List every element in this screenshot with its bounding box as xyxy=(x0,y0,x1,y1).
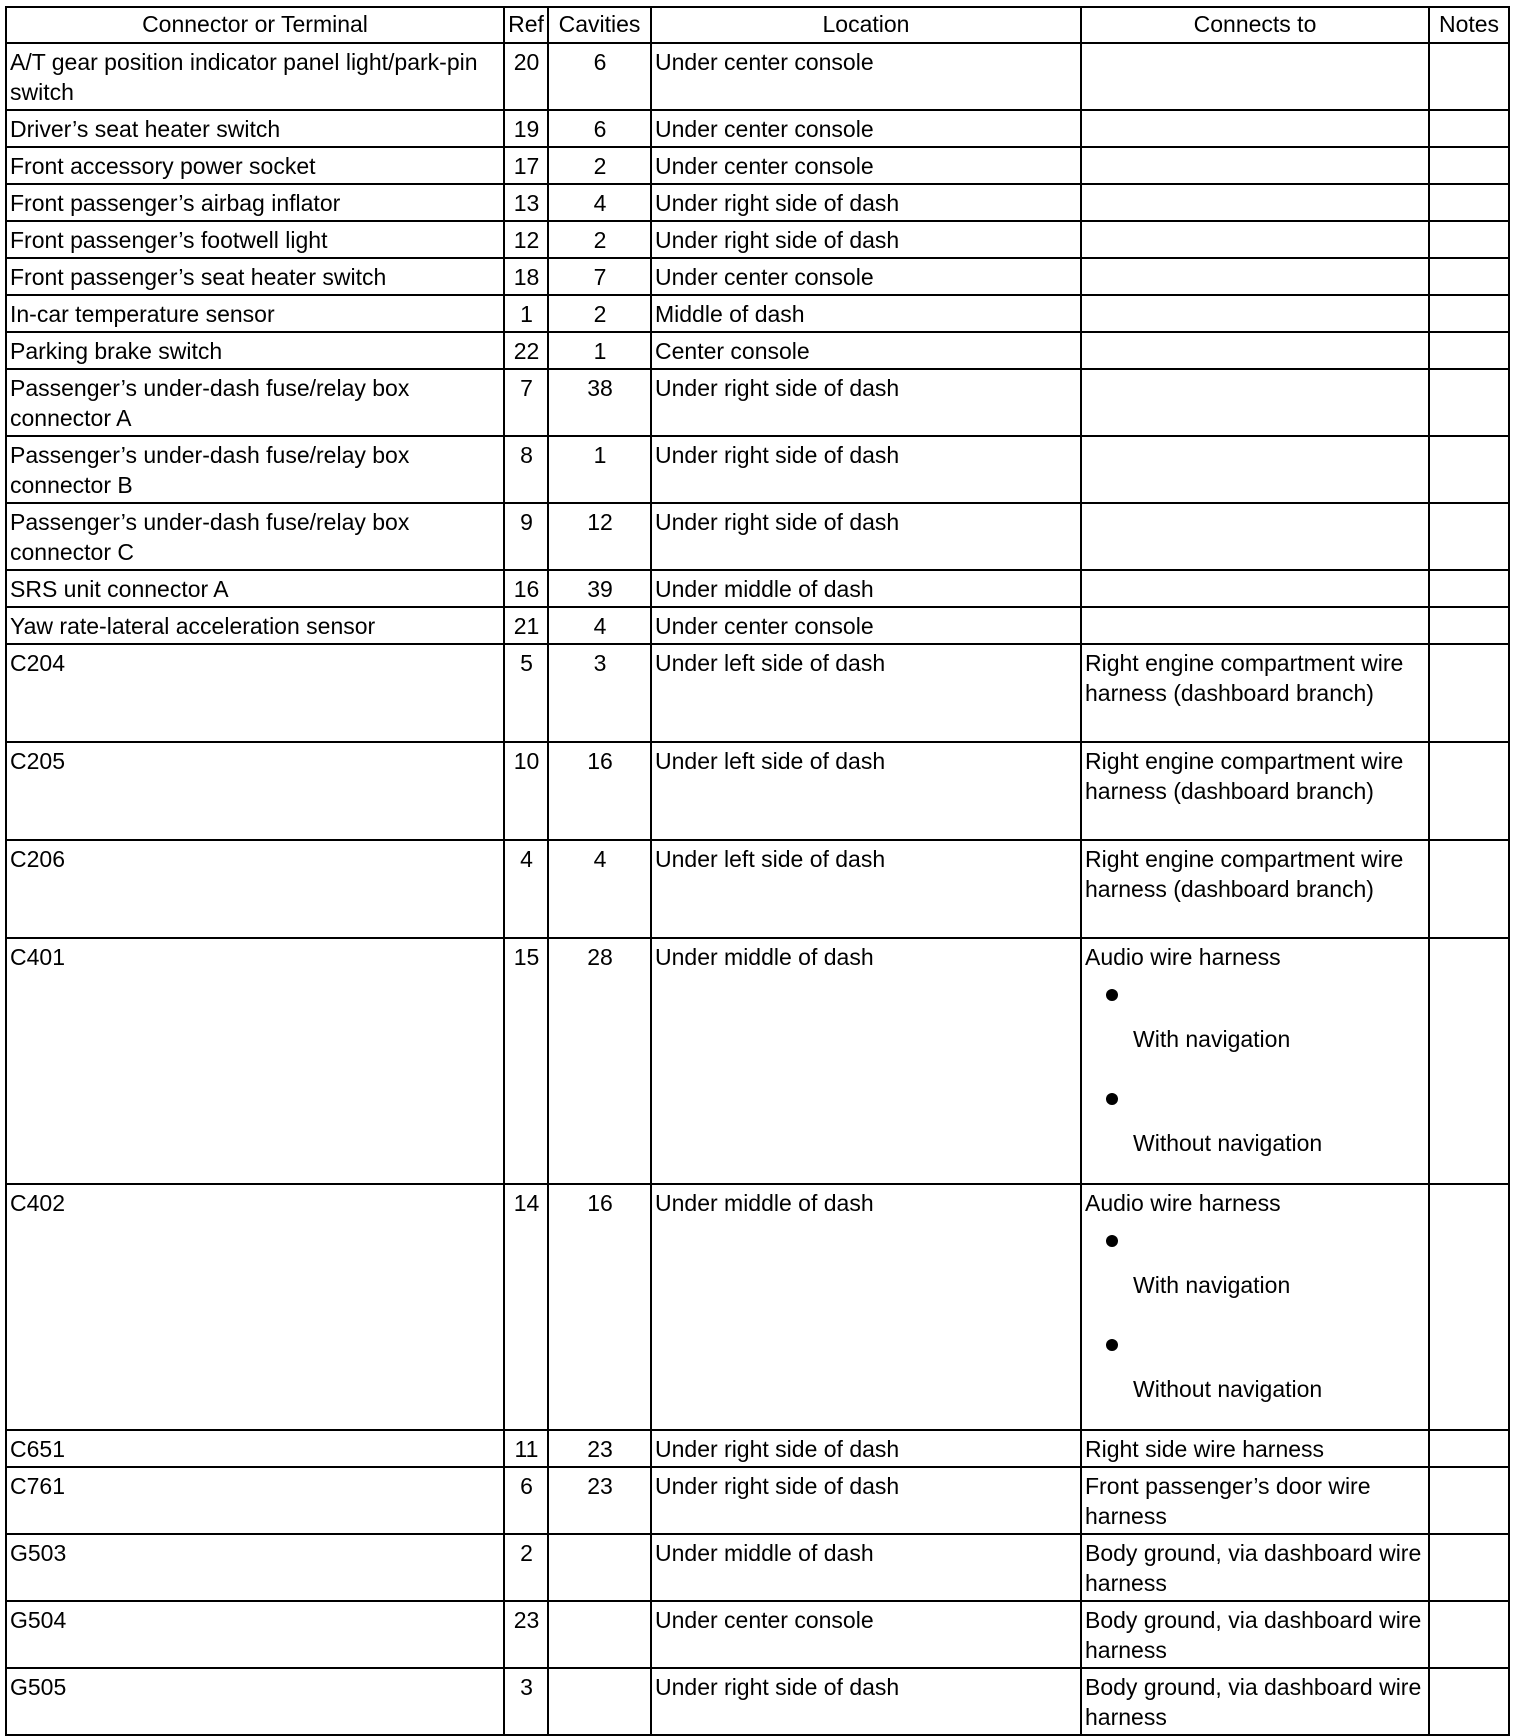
cell-notes xyxy=(1429,436,1509,503)
cell-ref: 7 xyxy=(504,369,548,436)
table-row xyxy=(6,258,1509,295)
cell-ref: 18 xyxy=(504,258,548,295)
cell-notes xyxy=(1429,258,1509,295)
cell-location: Under right side of dash xyxy=(651,1430,1081,1467)
cell-connector: Front passenger’s airbag inflator xyxy=(6,184,504,221)
table-row xyxy=(6,938,1509,1184)
cell-connector: Driver’s seat heater switch xyxy=(6,110,504,147)
cell-ref: 21 xyxy=(504,607,548,644)
cell-connector: Front accessory power socket xyxy=(6,147,504,184)
cell-connector: C401 xyxy=(6,938,504,1184)
cell-connects-to: Body ground, via dashboard wire harness xyxy=(1081,1601,1429,1668)
cell-ref: 9 xyxy=(504,503,548,570)
bullet-text: Without navigation xyxy=(1133,1376,1323,1402)
cell-connects-to: Front passenger’s door wire harness xyxy=(1081,1467,1429,1534)
cell-location: Under left side of dash xyxy=(651,840,1081,938)
cell-notes xyxy=(1429,644,1509,742)
table-row xyxy=(6,1430,1509,1467)
cell-connects-to xyxy=(1081,110,1429,147)
cell-cavities xyxy=(548,1534,651,1601)
header-ref: Ref xyxy=(504,7,548,43)
cell-connector: C204 xyxy=(6,644,504,742)
cell-cavities: 6 xyxy=(548,110,651,147)
cell-ref: 16 xyxy=(504,570,548,607)
connector-table-container xyxy=(5,6,1510,1736)
header-notes: Notes xyxy=(1429,7,1509,43)
table-row xyxy=(6,503,1509,570)
cell-connects-to: Body ground, via dashboard wire harness xyxy=(1081,1534,1429,1601)
cell-connects-to xyxy=(1081,570,1429,607)
cell-location: Under left side of dash xyxy=(651,644,1081,742)
cell-cavities: 16 xyxy=(548,1184,651,1430)
table-row xyxy=(6,644,1509,742)
cell-ref: 3 xyxy=(504,1668,548,1735)
cell-location: Under center console xyxy=(651,43,1081,110)
cell-cavities: 3 xyxy=(548,644,651,742)
table-row xyxy=(6,1184,1509,1430)
cell-ref: 2 xyxy=(504,1534,548,1601)
cell-connector: In-car temperature sensor xyxy=(6,295,504,332)
cell-notes xyxy=(1429,1668,1509,1735)
cell-notes xyxy=(1429,184,1509,221)
table-row xyxy=(6,43,1509,110)
cell-connects-to xyxy=(1081,1184,1429,1430)
cell-location: Under center console xyxy=(651,110,1081,147)
cell-connector: Yaw rate-lateral acceleration sensor xyxy=(6,607,504,644)
cell-cavities xyxy=(548,1601,651,1668)
cell-cavities: 2 xyxy=(548,147,651,184)
cell-connector: Front passenger’s footwell light xyxy=(6,221,504,258)
cell-connector: Passenger’s under-dash fuse/relay box connector A xyxy=(6,369,504,436)
cell-ref: 4 xyxy=(504,840,548,938)
connects-to-text: Audio wire harness xyxy=(1085,1190,1281,1216)
cell-connector: C761 xyxy=(6,1467,504,1534)
header-location: Location xyxy=(651,7,1081,43)
cell-connects-to: Right engine compartment wire harness (dashboard branch) xyxy=(1081,742,1429,840)
cell-ref: 1 xyxy=(504,295,548,332)
cell-cavities: 12 xyxy=(548,503,651,570)
cell-ref: 11 xyxy=(504,1430,548,1467)
cell-notes xyxy=(1429,570,1509,607)
table-row xyxy=(6,221,1509,258)
cell-ref: 8 xyxy=(504,436,548,503)
cell-connects-to xyxy=(1081,258,1429,295)
cell-connector: SRS unit connector A xyxy=(6,570,504,607)
cell-ref: 14 xyxy=(504,1184,548,1430)
table-row xyxy=(6,436,1509,503)
cell-ref: 22 xyxy=(504,332,548,369)
table-row xyxy=(6,295,1509,332)
cell-connects-to: Right engine compartment wire harness (dashboard branch) xyxy=(1081,840,1429,938)
cell-connector: C205 xyxy=(6,742,504,840)
cell-notes xyxy=(1429,1534,1509,1601)
cell-connects-to xyxy=(1081,369,1429,436)
table-row xyxy=(6,607,1509,644)
cell-connector: Parking brake switch xyxy=(6,332,504,369)
cell-notes xyxy=(1429,1467,1509,1534)
cell-cavities: 28 xyxy=(548,938,651,1184)
cell-location: Under right side of dash xyxy=(651,1467,1081,1534)
table-row xyxy=(6,1668,1509,1735)
table-row xyxy=(6,110,1509,147)
cell-connects-to: Right engine compartment wire harness (dashboard branch) xyxy=(1081,644,1429,742)
table-row xyxy=(6,1467,1509,1534)
cell-cavities: 4 xyxy=(548,184,651,221)
bullet-text: With navigation xyxy=(1133,1272,1291,1298)
cell-location: Under middle of dash xyxy=(651,570,1081,607)
table-row xyxy=(6,1601,1509,1668)
cell-location: Under middle of dash xyxy=(651,1534,1081,1601)
cell-location: Under middle of dash xyxy=(651,1184,1081,1430)
cell-notes xyxy=(1429,938,1509,1184)
bullet-dot-icon xyxy=(1106,989,1118,1001)
cell-connects-to xyxy=(1081,184,1429,221)
bullet-text: Without navigation xyxy=(1133,1130,1323,1156)
cell-notes xyxy=(1429,607,1509,644)
cell-cavities: 1 xyxy=(548,436,651,503)
cell-connector: Passenger’s under-dash fuse/relay box connector C xyxy=(6,503,504,570)
cell-connector: G504 xyxy=(6,1601,504,1668)
cell-connector: C651 xyxy=(6,1430,504,1467)
cell-cavities xyxy=(548,1668,651,1735)
cell-cavities: 39 xyxy=(548,570,651,607)
cell-connects-to xyxy=(1081,43,1429,110)
cell-cavities: 6 xyxy=(548,43,651,110)
connector-table xyxy=(5,6,1510,1736)
cell-location: Under center console xyxy=(651,258,1081,295)
cell-connects-to xyxy=(1081,147,1429,184)
cell-cavities: 4 xyxy=(548,840,651,938)
cell-cavities: 23 xyxy=(548,1430,651,1467)
cell-location: Under right side of dash xyxy=(651,436,1081,503)
cell-location: Under center console xyxy=(651,1601,1081,1668)
cell-cavities: 1 xyxy=(548,332,651,369)
cell-ref: 20 xyxy=(504,43,548,110)
cell-ref: 10 xyxy=(504,742,548,840)
cell-notes xyxy=(1429,332,1509,369)
cell-notes xyxy=(1429,503,1509,570)
cell-location: Under right side of dash xyxy=(651,369,1081,436)
cell-connector: Front passenger’s seat heater switch xyxy=(6,258,504,295)
cell-connector: Passenger’s under-dash fuse/relay box connector B xyxy=(6,436,504,503)
cell-location: Under center console xyxy=(651,147,1081,184)
cell-ref: 13 xyxy=(504,184,548,221)
header-connects-to: Connects to xyxy=(1081,7,1429,43)
cell-location: Under right side of dash xyxy=(651,221,1081,258)
cell-ref: 12 xyxy=(504,221,548,258)
cell-ref: 17 xyxy=(504,147,548,184)
cell-connects-to: Right side wire harness xyxy=(1081,1430,1429,1467)
cell-connects-to xyxy=(1081,938,1429,1184)
table-row xyxy=(6,184,1509,221)
cell-connects-to xyxy=(1081,295,1429,332)
cell-notes xyxy=(1429,742,1509,840)
cell-notes xyxy=(1429,147,1509,184)
bullet-dot-icon xyxy=(1106,1093,1118,1105)
cell-ref: 19 xyxy=(504,110,548,147)
cell-connector: C206 xyxy=(6,840,504,938)
cell-connects-to xyxy=(1081,436,1429,503)
table-row xyxy=(6,1534,1509,1601)
cell-notes xyxy=(1429,840,1509,938)
cell-notes xyxy=(1429,1184,1509,1430)
cell-ref: 6 xyxy=(504,1467,548,1534)
cell-cavities: 16 xyxy=(548,742,651,840)
cell-cavities: 2 xyxy=(548,221,651,258)
cell-location: Under right side of dash xyxy=(651,184,1081,221)
cell-notes xyxy=(1429,1430,1509,1467)
cell-connects-to xyxy=(1081,221,1429,258)
cell-cavities: 7 xyxy=(548,258,651,295)
cell-ref: 23 xyxy=(504,1601,548,1668)
cell-connector: G505 xyxy=(6,1668,504,1735)
cell-ref: 15 xyxy=(504,938,548,1184)
bullet-point xyxy=(1085,972,1426,1024)
cell-connects-to xyxy=(1081,332,1429,369)
cell-cavities: 23 xyxy=(548,1467,651,1534)
bullet-point xyxy=(1085,1076,1426,1128)
cell-connects-to xyxy=(1081,607,1429,644)
cell-notes xyxy=(1429,110,1509,147)
table-row xyxy=(6,332,1509,369)
bullet-dot-icon xyxy=(1106,1235,1118,1247)
cell-connector: G503 xyxy=(6,1534,504,1601)
bullet-text: With navigation xyxy=(1133,1026,1291,1052)
cell-location: Middle of dash xyxy=(651,295,1081,332)
table-row xyxy=(6,840,1509,938)
bullet-point xyxy=(1085,1218,1426,1270)
connects-to-text: Audio wire harness xyxy=(1085,944,1281,970)
bullet-dot-icon xyxy=(1106,1339,1118,1351)
cell-location: Under middle of dash xyxy=(651,938,1081,1184)
cell-location: Under right side of dash xyxy=(651,1668,1081,1735)
cell-cavities: 2 xyxy=(548,295,651,332)
table-row xyxy=(6,570,1509,607)
table-row xyxy=(6,147,1509,184)
cell-location: Under left side of dash xyxy=(651,742,1081,840)
cell-cavities: 4 xyxy=(548,607,651,644)
cell-location: Under center console xyxy=(651,607,1081,644)
header-connector: Connector or Terminal xyxy=(6,7,504,43)
cell-location: Under right side of dash xyxy=(651,503,1081,570)
bullet-point xyxy=(1085,1322,1426,1374)
cell-connector: C402 xyxy=(6,1184,504,1430)
cell-cavities: 38 xyxy=(548,369,651,436)
cell-connector: A/T gear position indicator panel light/park-pin switch xyxy=(6,43,504,110)
cell-notes xyxy=(1429,43,1509,110)
cell-notes xyxy=(1429,221,1509,258)
cell-notes xyxy=(1429,295,1509,332)
table-row xyxy=(6,369,1509,436)
cell-notes xyxy=(1429,1601,1509,1668)
cell-connects-to xyxy=(1081,503,1429,570)
table-row xyxy=(6,742,1509,840)
cell-location: Center console xyxy=(651,332,1081,369)
cell-connects-to: Body ground, via dashboard wire harness xyxy=(1081,1668,1429,1735)
cell-ref: 5 xyxy=(504,644,548,742)
header-cavities: Cavities xyxy=(548,7,651,43)
cell-notes xyxy=(1429,369,1509,436)
header-row xyxy=(6,7,1509,43)
